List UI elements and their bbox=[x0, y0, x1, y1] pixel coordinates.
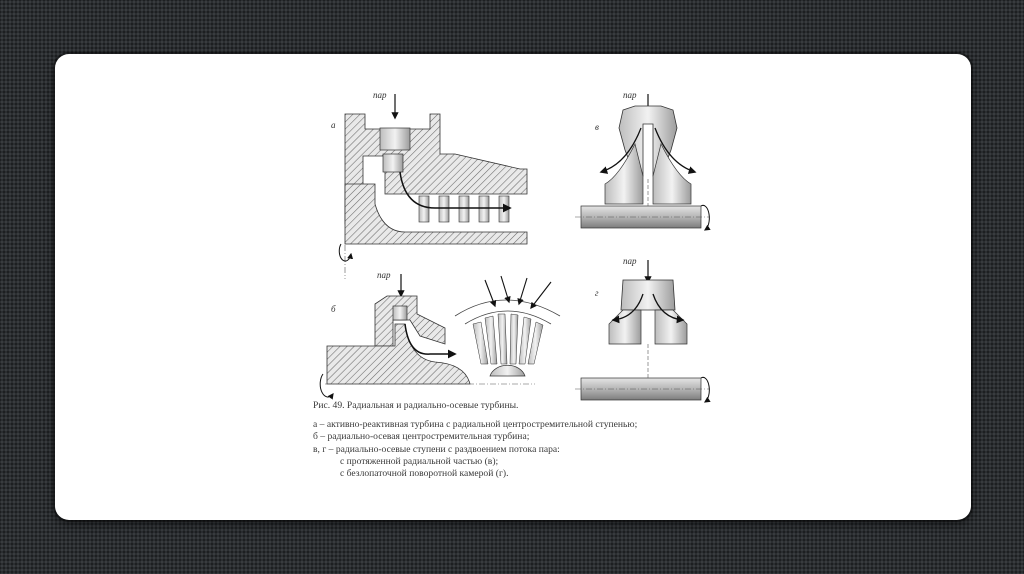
caption-line-b: б – радиально-осевая центростремительная турбина; bbox=[313, 431, 530, 443]
caption-line-a: а – активно-реактивная турбина с радиальной центростремительной ступенью; bbox=[313, 419, 638, 431]
steam-label-g: пар bbox=[623, 256, 637, 266]
steam-label-a: пар bbox=[373, 90, 387, 100]
caption-subline-v: с протяженной радиальной частью (в); bbox=[340, 455, 499, 467]
inflow-arrow-3 bbox=[519, 278, 527, 304]
left-stage-g bbox=[609, 310, 641, 344]
steam-label-v: пар bbox=[623, 90, 637, 100]
caption-title: Рис. 49. Радиальная и радиально-осевые турбины. bbox=[313, 400, 519, 411]
rotation-arrow-v bbox=[701, 205, 709, 230]
panel-label-b: б bbox=[331, 304, 336, 314]
panel-g bbox=[575, 256, 709, 402]
casing-g bbox=[621, 280, 675, 310]
right-stage-v bbox=[653, 144, 691, 204]
caption-line-vg: в, г – радиально-осевые ступени с раздвоением потока пара: bbox=[313, 443, 560, 455]
casing-b bbox=[375, 296, 445, 346]
impeller-outer-arc bbox=[455, 300, 560, 316]
turbine-diagram bbox=[305, 84, 725, 419]
panel-a bbox=[331, 90, 527, 279]
turbine-figure bbox=[305, 84, 725, 419]
radial-stage-a bbox=[383, 154, 403, 172]
rotation-arrow-g bbox=[701, 377, 709, 402]
impeller-blades bbox=[473, 314, 543, 364]
slide-card bbox=[55, 54, 971, 520]
left-stage-v bbox=[605, 144, 643, 204]
panel-b bbox=[320, 270, 560, 397]
right-stage-g bbox=[655, 310, 687, 344]
nozzle-b bbox=[393, 306, 407, 320]
panel-label-g: г bbox=[595, 288, 599, 298]
panel-label-v: в bbox=[595, 122, 599, 132]
caption-subline-g: с безлопаточной поворотной камерой (г). bbox=[340, 468, 509, 480]
inflow-arrow-2 bbox=[501, 276, 509, 302]
steam-label-b: пар bbox=[377, 270, 391, 280]
panel-v bbox=[575, 90, 709, 230]
impeller-inner-arc bbox=[465, 311, 551, 324]
panel-label-a: а bbox=[331, 120, 336, 130]
nozzle-a bbox=[380, 128, 410, 150]
axial-blades-a bbox=[419, 196, 509, 222]
inflow-arrow-4 bbox=[531, 282, 551, 308]
impeller-hub bbox=[490, 365, 525, 376]
figure-caption bbox=[313, 400, 833, 480]
